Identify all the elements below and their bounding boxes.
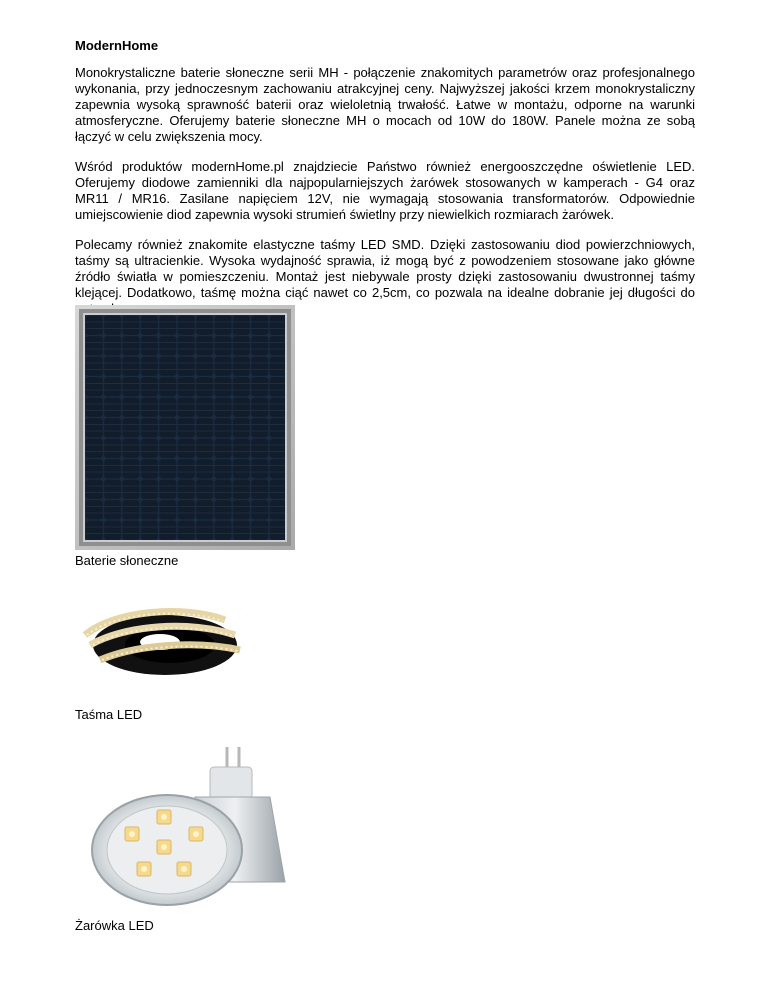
paragraph-solar: Monokrystaliczne baterie słoneczne serii MH - połączenie znakomitych parametrów oraz profesjonalnego wykonania, przy jednoczesnym zachowaniu atrakcyjnej ceny. Najwyższej jakości krzem monokrystaliczny zapewnia wysoką sprawność baterii oraz wieloletnią trwałość. Łatwe w montażu, odporne na warunki atmosferyczne. Oferujemy baterie słoneczne MH o mocach od 10W do 180W. Panele można ze sobą łączyć w celu zwiększenia mocy. xyxy=(75,65,695,144)
led-strip-image xyxy=(75,590,255,690)
caption-led-strip: Taśma LED xyxy=(75,707,143,722)
document-title: ModernHome xyxy=(75,38,159,53)
paragraph-led-strip: Polecamy również znakomite elastyczne taśmy LED SMD. Dzięki zastosowaniu diod powierzchniowych, taśmy są ultracienkie. Wysoka wydajność sprawia, iż mogą być z powodzeniem stosowane jako główne źródło światła w pomieszczeniu. Montaż jest niebywale prosty dzięki zastosowaniu dwustronnej taśmy klejącej. Dodatkowo, taśmę można ciąć nawet co 2,5cm, co pozwala na idealne dobranie jej długości do xyxy=(75,237,695,300)
paragraph-led-bulbs: Wśród produktów modernHome.pl znajdziecie Państwo również energooszczędne oświetlenie LED. Oferujemy diodowe zamienniki dla najpopularniejszych żarówek stosowanych w kamperach - G4 oraz MR11 / MR16. Zasilane napięciem 12V, nie wymagają stosowania transformatorów. Odpowiednie umiejscowienie diod zapewnia wysoki strumień świetlny przy niewielkich rozmiarach żarówek. xyxy=(75,159,695,222)
led-bulb-image xyxy=(75,742,290,917)
caption-solar: Baterie słoneczne xyxy=(75,553,179,568)
document-body xyxy=(75,38,695,331)
solar-panel-image xyxy=(75,305,295,555)
caption-led-bulb: Żarówka LED xyxy=(75,918,154,933)
